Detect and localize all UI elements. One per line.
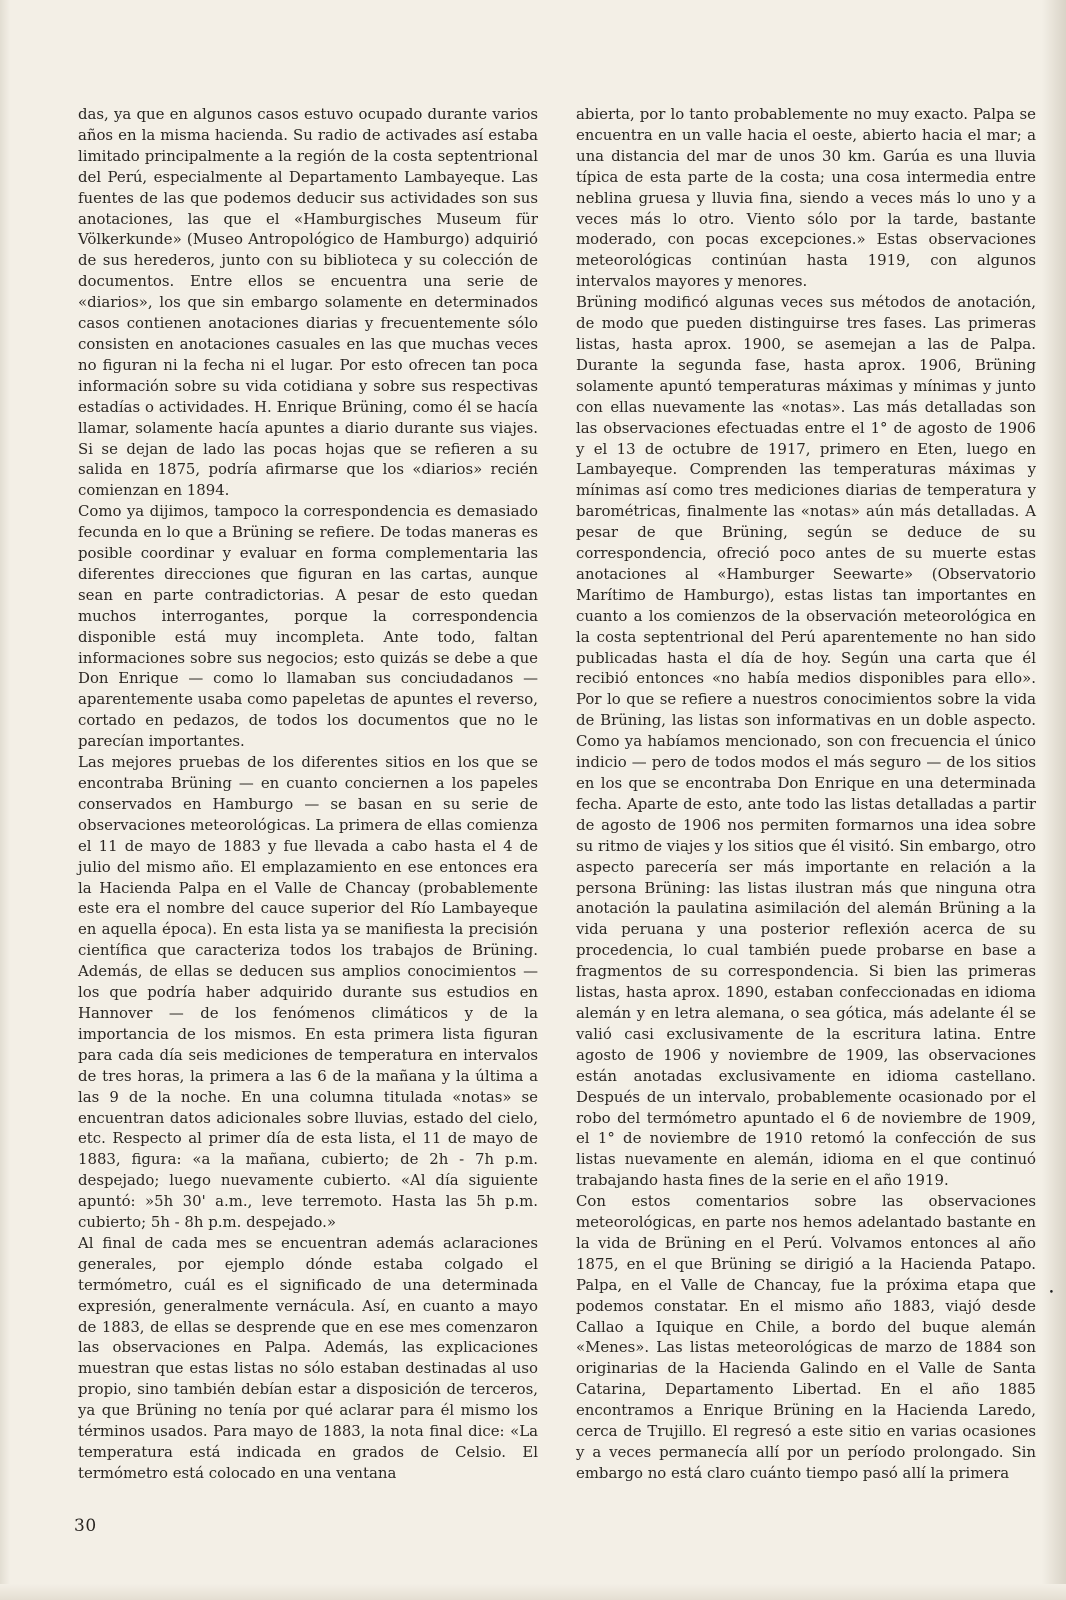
left-column bbox=[78, 104, 538, 1484]
margin-mark: • bbox=[1048, 1288, 1054, 1298]
left-paragraph-2: Como ya dijimos, tampoco la correspondencia es demasiado fecunda en lo que a Brüning se refiere. De todas maneras es posible coordinar y evaluar en forma complementaria las diferentes direcciones que figuran en las cartas, aunque sean en parte contradictorias. A pesar de esto quedan muchos interrogantes, porque la correspondencia disponible está muy incompleta. Ante todo, faltan informaciones sobre sus negocios; esto quizás se debe a que Don Enrique — como lo llamaban sus conciudadanos — aparentemente usaba como papeletas de apuntes el reverso, cortado en pedazos, de todos los documentos que no le parecían importantes. bbox=[78, 502, 538, 751]
page-edge-right bbox=[1042, 0, 1066, 1600]
right-paragraph-2: Brüning modificó algunas veces sus métodos de anotación, de modo que pueden distinguirse tres fases. Las primeras listas, hasta aprox. 1900, se asemejan a las de Palpa. Durante la segunda fase, hasta aprox. 1906, Brüning solamente apuntó temperaturas máximas y mínimas y junto con ellas nuevamente las «notas». Las más detalladas son las observaciones efectuadas entre el 1° de agosto de 1906 y el 13 de octubre de 1917, primero en Eten, luego en Lambayeque. Comprenden las temperaturas máximas y mínimas así como tres mediciones diarias de temperatura y barométricas, finalmente las «notas» aún más detalladas. A pesar de que Brüning, según se deduce de su correspondencia, ofreció poco antes de su muerte estas anotaciones al «Hamburger Seewarte» (Observatorio Marítimo de Hamburgo), estas listas tan importantes en cuanto a los comienzos de la observación meteorológica en la costa septentrional del Perú aparentemente no han sido publicadas hasta el día de hoy. Según una carta que él recibió entonces «no había medios disponibles para ello». Por lo que se refiere a nuestros conocimientos sobre la vida de Brüning, las listas son informativas en un doble aspecto. Como ya habíamos mencionado, son con frecuencia el único indicio — pero de todos modos el más seguro — de los sitios en los que se encontraba Don Enrique en una determinada fecha. Aparte de esto, ante todo las listas detalladas a partir de agosto de 1906 nos permiten formarnos una idea sobre su ritmo de viajes y los sitios que él visitó. Sin embargo, otro aspecto parecería ser más importante en relación a la persona Brüning: las listas ilustran más que ninguna otra anotación la paulatina asimilación del alemán Brüning a la vida peruana y una posterior reflexión acerca de su procedencia, lo cual también puede probarse en base a fragmentos de su correspondencia. Si bien las primeras listas, hasta aprox. 1890, estaban confeccionadas en idioma alemán y en letra alemana, o sea gótica, más adelante él se valió casi exclusivamente de la escritura latina. Entre agosto de 1906 y noviembre de 1909, las observaciones están anotadas exclusivamente en idioma castellano. Después de un intervalo, probablemente ocasionado por el robo del termómetro apuntado el 6 de noviembre de 1909, el 1° de noviembre de 1910 retomó la confección de sus listas nuevamente en alemán, idioma en el que continuó trabajando hasta fines de la serie en el año 1919. bbox=[576, 293, 1036, 1190]
right-paragraph-1: abierta, por lo tanto probablemente no muy exacto. Palpa se encuentra en un valle hacia el oeste, abierto hacia el mar; a una distancia del mar de unos 30 km. Garúa es una lluvia típica de esta parte de la costa; una cosa intermedia entre neblina gruesa y lluvia fina, siendo a veces más lo uno y a veces más lo otro. Viento sólo por la tarde, bastante moderado, con pocas excepciones.» Estas observaciones meteorológicas continúan hasta 1919, con algunos intervalos mayores y menores. bbox=[576, 105, 1036, 291]
left-paragraph-1: das, ya que en algunos casos estuvo ocupado durante varios años en la misma hacienda. Su radio de activades así estaba limitado principalmente a la región de la costa septentrional del Perú, especialmente al Departamento Lambayeque. Las fuentes de las que podemos deducir sus actividades son sus anotaciones, las que el «Hamburgisches Museum für Völkerkunde» (Museo Antropológico de Hamburgo) adquirió de sus herederos, junto con su biblioteca y su colección de documentos. Entre ellos se encuentra una serie de «diarios», los que sin embargo solamente en determinados casos contienen anotaciones diarias y frecuentemente sólo consisten en anotaciones casuales en las que muchas veces no figuran ni la fecha ni el lugar. Por esto ofrecen tan poca información sobre su vida cotidiana y sobre sus respectivas estadías o actividades. H. Enrique Brüning, como él se hacía llamar, solamente hacía apuntes a diario durante sus viajes. Si se dejan de lado las pocas hojas que se refieren a su salida en 1875, podría afirmarse que los «diarios» recién comienzan en 1894. bbox=[78, 105, 538, 500]
left-paragraph-3: Las mejores pruebas de los diferentes sitios en los que se encontraba Brüning — en cuanto conciernen a los papeles conservados en Hamburgo — se basan en su serie de observaciones meteorológicas. La primera de ellas comienza el 11 de mayo de 1883 y fue llevada a cabo hasta el 4 de julio del mismo año. El emplazamiento en ese entonces era la Hacienda Palpa en el Valle de Chancay (probablemente este era el nombre del cauce superior del Río Lambayeque en aquella época). En esta lista ya se manifiesta la precisión científica que caracteriza todos los trabajos de Brüning. Además, de ellas se deducen sus amplios conocimientos — los que podría haber adquirido durante sus estudios en Hannover — de los fenómenos climáticos y de la importancia de los mismos. En esta primera lista figuran para cada día seis mediciones de temperatura en intervalos de tres horas, la primera a las 6 de la mañana y la última a las 9 de la noche. En una columna titulada «notas» se encuentran datos adicionales sobre lluvias, estado del cielo, etc. Respecto al primer día de esta lista, el 11 de mayo de 1883, figura: «a la mañana, cubierto; de 2h - 7h p.m. despejado; luego nuevamente cubierto. «Al día siguiente apuntó: »5h 30' a.m., leve terremoto. Hasta las 5h p.m. cubierto; 5h - 8h p.m. despejado.» bbox=[78, 753, 538, 1232]
page-number: 30 bbox=[74, 1516, 97, 1536]
right-column bbox=[576, 104, 1036, 1484]
right-paragraph-3: Con estos comentarios sobre las observaciones meteorológicas, en parte nos hemos adelantado bastante en la vida de Brüning en el Perú. Volvamos entonces al año 1875, en el que Brüning se dirigió a la Hacienda Patapo. Palpa, en el Valle de Chancay, fue la próxima etapa que podemos constatar. En el mismo año 1883, viajó desde Callao a Iquique en Chile, a bordo del buque alemán «Menes». Las listas meteorológicas de marzo de 1884 son originarias de la Hacienda Galindo en el Valle de Santa Catarina, Departamento Libertad. En el año 1885 encontramos a Enrique Brüning en la Hacienda Laredo, cerca de Trujillo. El regresó a este sitio en varias ocasiones y a veces permanecía allí por un período prolongado. Sin embargo no está claro cuánto tiempo pasó allí la primera bbox=[576, 1192, 1036, 1482]
left-paragraph-4: Al final de cada mes se encuentran además aclaraciones generales, por ejemplo dónde estaba colgado el termómetro, cuál es el significado de una determinada expresión, generalmente vernácula. Así, en cuanto a mayo de 1883, de ellas se desprende que en ese mes comenzaron las observaciones en Palpa. Además, las explicaciones muestran que estas listas no sólo estaban destinadas al uso propio, sino también debían estar a disposición de terceros, ya que Brüning no tenía por qué aclarar para él mismo los términos usados. Para mayo de 1883, la nota final dice: «La temperatura está indicada en grados de Celsio. El termómetro está colocado en una ventana bbox=[78, 1233, 538, 1482]
page-edge-left bbox=[0, 0, 10, 1600]
page-bottom-shadow bbox=[0, 1584, 1066, 1600]
